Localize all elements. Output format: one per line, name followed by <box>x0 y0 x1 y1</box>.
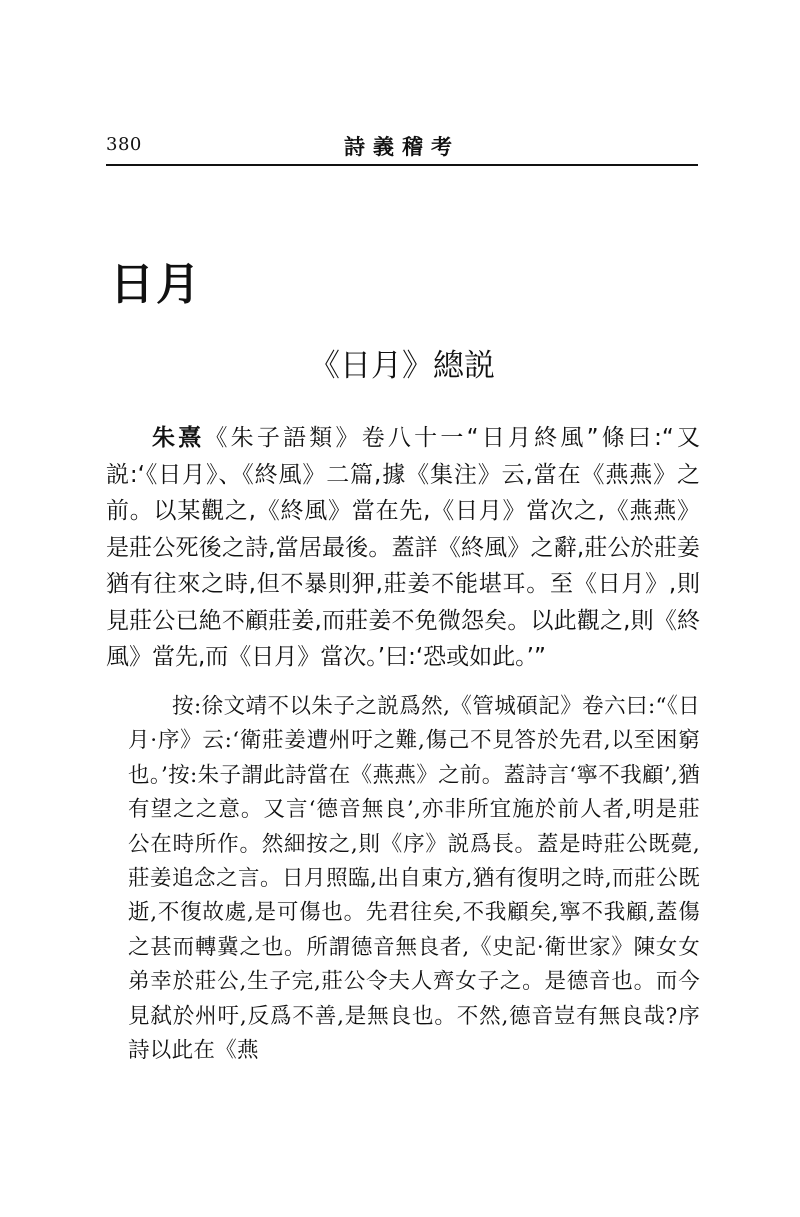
author-name: 朱熹 <box>152 425 205 451</box>
page-number: 380 <box>106 134 142 155</box>
main-paragraph-text: 《朱子語類》卷八十一“日月終風”條曰:“又説:‘《日月》、《終風》二篇,據《集注》云,當在《燕燕》之前。以某觀之,《終風》當在先,《日月》當次之,《燕燕》是莊公死後之詩,當居最後。蓋詳《終風》之辭,莊公於莊姜猶有往來之時,但不暴則狎,莊姜不能堪耳。至《日月》,則見莊公已絶不顧莊姜,而莊姜不免微怨矣。以此觀之,則《終風》當先,而《日月》當次。’曰:‘恐或如此。’” <box>106 425 701 670</box>
main-paragraph <box>106 420 700 676</box>
header-rule <box>106 164 698 166</box>
section-title: 《日月》總説 <box>309 348 495 384</box>
chapter-title: 日月 <box>110 259 202 310</box>
note-paragraph: 按:徐文靖不以朱子之説爲然,《管城碩記》卷六曰:“《日月·序》云:‘衛莊姜遭州吁之難,傷己不見答於先君,以至困窮也。’按:朱子謂此詩當在《燕燕》之前。蓋詩言‘寧不我顧’,猶有望之之意。又言‘德音無良’,亦非所宜施於前人者,明是莊公在時所作。然細按之,則《序》説爲長。蓋是時莊公既薨,莊姜追念之言。日月照臨,出自東方,猶有復明之時,而莊公既逝,不復故處,是可傷也。先君往矣,不我顧矣,寧不我顧,蓋傷之甚而轉冀之也。所謂德音無良者,《史記·衛世家》陳女女弟幸於莊公,生子完,莊公令夫人齊女子之。是德音也。而今見弑於州吁,反爲不善,是無良也。不然,德音豈有無良哉?序詩以此在《燕 <box>128 694 700 1064</box>
running-title: 詩義稽考 <box>344 134 460 159</box>
page-header <box>106 128 698 162</box>
